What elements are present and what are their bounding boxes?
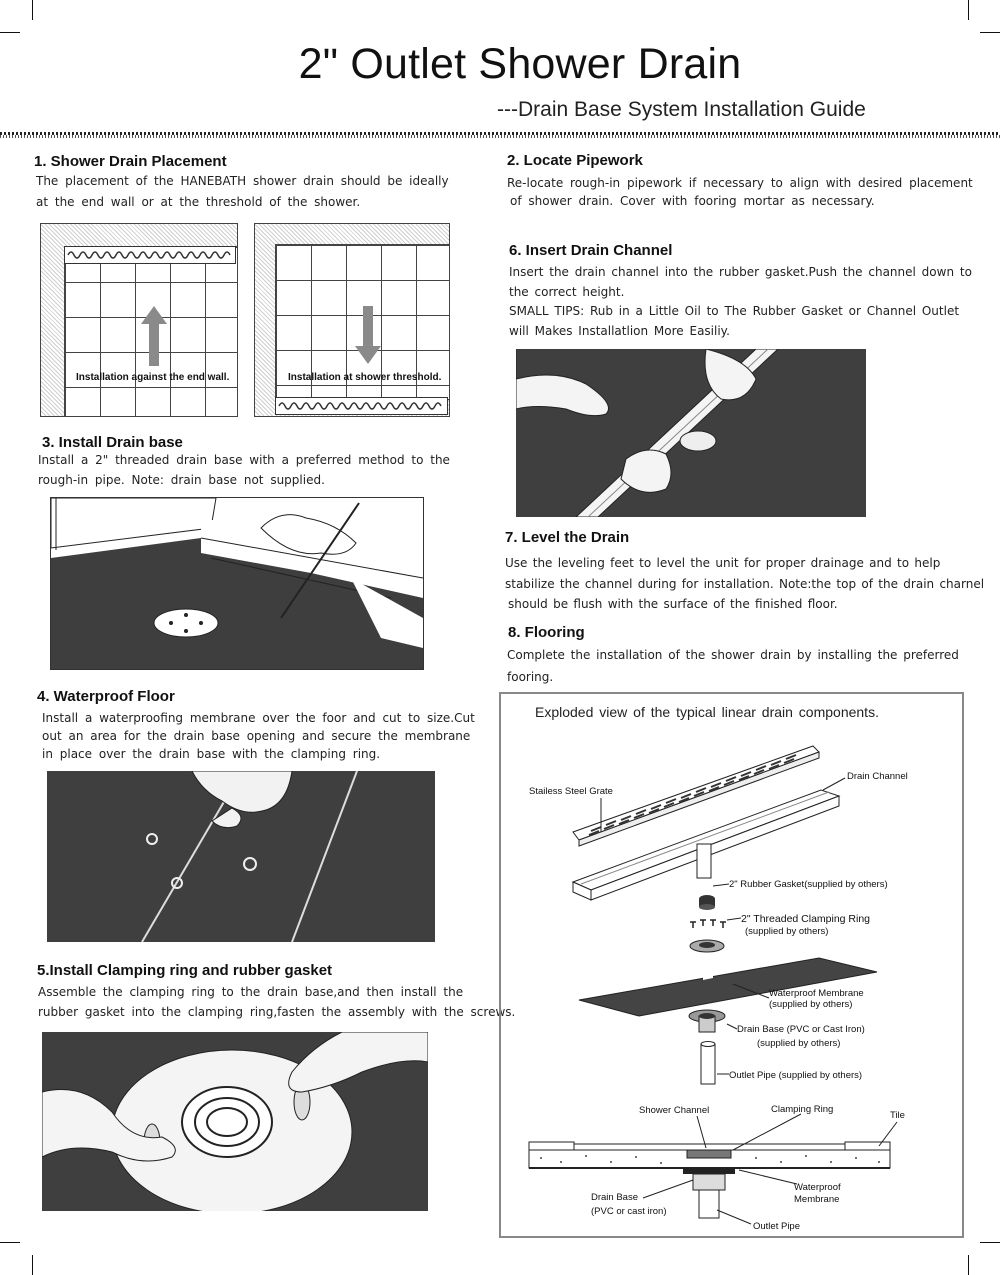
step3-title: 3. Install Drain base xyxy=(42,434,183,451)
label-tile: Tile xyxy=(890,1110,905,1121)
label-clamping-ring-note: (supplied by others) xyxy=(745,926,829,937)
label-clamping-ring: 2" Threaded Clamping Ring xyxy=(741,913,871,925)
step8-text xyxy=(507,644,959,688)
step3-text xyxy=(38,451,450,490)
step4-photo xyxy=(47,771,435,942)
label-section-outlet-pipe: Outlet Pipe xyxy=(753,1221,800,1232)
arrow-down-icon xyxy=(355,306,381,364)
step6-text xyxy=(509,263,972,341)
step7-line: stabilize the channel during for installation. Note:the top of the drain charnel xyxy=(505,576,985,591)
step1-line: at the end wall or at the threshold of the shower. xyxy=(36,194,361,209)
step6-line: will Makes Installatlion More Easiliy. xyxy=(509,323,730,338)
crop-mark xyxy=(32,0,33,20)
step6-line: SMALL TIPS: Rub in a Little Oil to The Rubber Gasket or Channel Outlet xyxy=(509,304,960,318)
step4-text xyxy=(42,709,475,763)
placement-caption: Installation against the end wall. xyxy=(76,372,230,383)
header-divider xyxy=(0,132,1000,138)
step2-title: 2. Locate Pipework xyxy=(507,152,643,169)
drain-grate-bottom xyxy=(275,397,448,415)
step6-line: Insert the drain channel into the rubber gasket.Push the channel down to xyxy=(509,265,972,279)
crop-mark xyxy=(968,0,969,20)
placement-caption: Installation at shower threshold. xyxy=(288,372,442,383)
step6-photo xyxy=(516,349,866,517)
step2-line: Re-locate rough-in pipework if necessary to align with desired placement xyxy=(507,176,973,190)
step4-line: out an area for the drain base opening and secure the membrane xyxy=(42,729,471,743)
crop-mark xyxy=(32,1255,33,1275)
label-drain-base-note: (supplied by others) xyxy=(757,1038,841,1049)
step5-line: Assemble the clamping ring to the drain base,and then install the xyxy=(38,985,464,999)
label-section-membrane: Waterproof xyxy=(794,1182,841,1193)
step4-line: Install a waterproofing membrane over the foor and cut to size.Cut xyxy=(42,711,475,725)
label-channel: Drain Channel xyxy=(847,771,908,782)
crop-mark xyxy=(0,1242,20,1243)
step7-title: 7. Level the Drain xyxy=(505,529,630,546)
step6-title: 6. Insert Drain Channel xyxy=(509,242,673,259)
step6-line: the correct height. xyxy=(509,284,625,299)
step7-line: should be flush with the surface of the finished floor. xyxy=(508,597,838,611)
label-gasket: 2" Rubber Gasket(supplied by others) xyxy=(729,879,888,890)
placement-threshold-illustration xyxy=(254,223,450,417)
label-outlet-pipe: Outlet Pipe (supplied by others) xyxy=(729,1070,863,1081)
step5-text xyxy=(38,982,515,1022)
step8-title: 8. Flooring xyxy=(508,624,585,641)
crop-mark xyxy=(980,1242,1000,1243)
page-subtitle: ---Drain Base System Installation Guide xyxy=(497,98,866,121)
label-section-drain-base-2: (PVC or cast iron) xyxy=(591,1206,667,1217)
step1-title: 1. Shower Drain Placement xyxy=(34,153,227,170)
label-section-clamping-ring: Clamping Ring xyxy=(771,1104,834,1115)
step7-line: Use the leveling feet to level the unit for proper drainage and to help xyxy=(505,556,941,570)
label-grate: Stailess Steel Grate xyxy=(529,786,613,797)
step7-text xyxy=(505,553,984,615)
step5-title: 5.Install Clamping ring and rubber gasket xyxy=(37,962,333,979)
placement-end-wall-illustration xyxy=(40,223,238,417)
page-title: 2" Outlet Shower Drain xyxy=(298,40,742,88)
exploded-view-heading: Exploded view of the typical linear drain components. xyxy=(535,704,879,720)
step3-photo xyxy=(50,497,424,670)
step4-line: in place over the drain base with the clamping ring. xyxy=(42,747,381,761)
label-shower-channel: Shower Channel xyxy=(639,1105,710,1116)
crop-mark xyxy=(968,1255,969,1275)
step5-photo xyxy=(42,1032,428,1211)
step8-line: fooring. xyxy=(507,670,554,684)
step2-text xyxy=(507,174,973,210)
step4-title: 4. Waterproof Floor xyxy=(37,688,175,705)
label-membrane: Waterproof Membrane xyxy=(769,988,864,999)
arrow-up-icon xyxy=(141,306,167,366)
label-membrane-note: (supplied by others) xyxy=(769,999,853,1010)
step2-line: of shower drain. Cover with fooring mortar as necessary. xyxy=(510,194,875,208)
step8-line: Complete the installation of the shower drain by installing the preferred xyxy=(507,648,959,662)
label-section-membrane-2: Membrane xyxy=(794,1194,840,1205)
exploded-view-panel xyxy=(499,692,964,1238)
label-drain-base: Drain Base (PVC or Cast Iron) xyxy=(737,1024,865,1035)
label-section-drain-base: Drain Base xyxy=(591,1192,638,1203)
crop-mark xyxy=(980,32,1000,33)
step1-line: The placement of the HANEBATH shower drain should be ideally xyxy=(36,174,449,188)
step3-line: Install a 2" threaded drain base with a preferred method to the xyxy=(38,453,450,467)
step1-text xyxy=(36,172,449,212)
step5-line: rubber gasket into the clamping ring,fasten the assembly with the screws. xyxy=(38,1005,516,1019)
crop-mark xyxy=(0,32,20,33)
drain-grate-top xyxy=(64,246,236,264)
step3-line: rough-in pipe. Note: drain base not supplied. xyxy=(38,472,325,487)
